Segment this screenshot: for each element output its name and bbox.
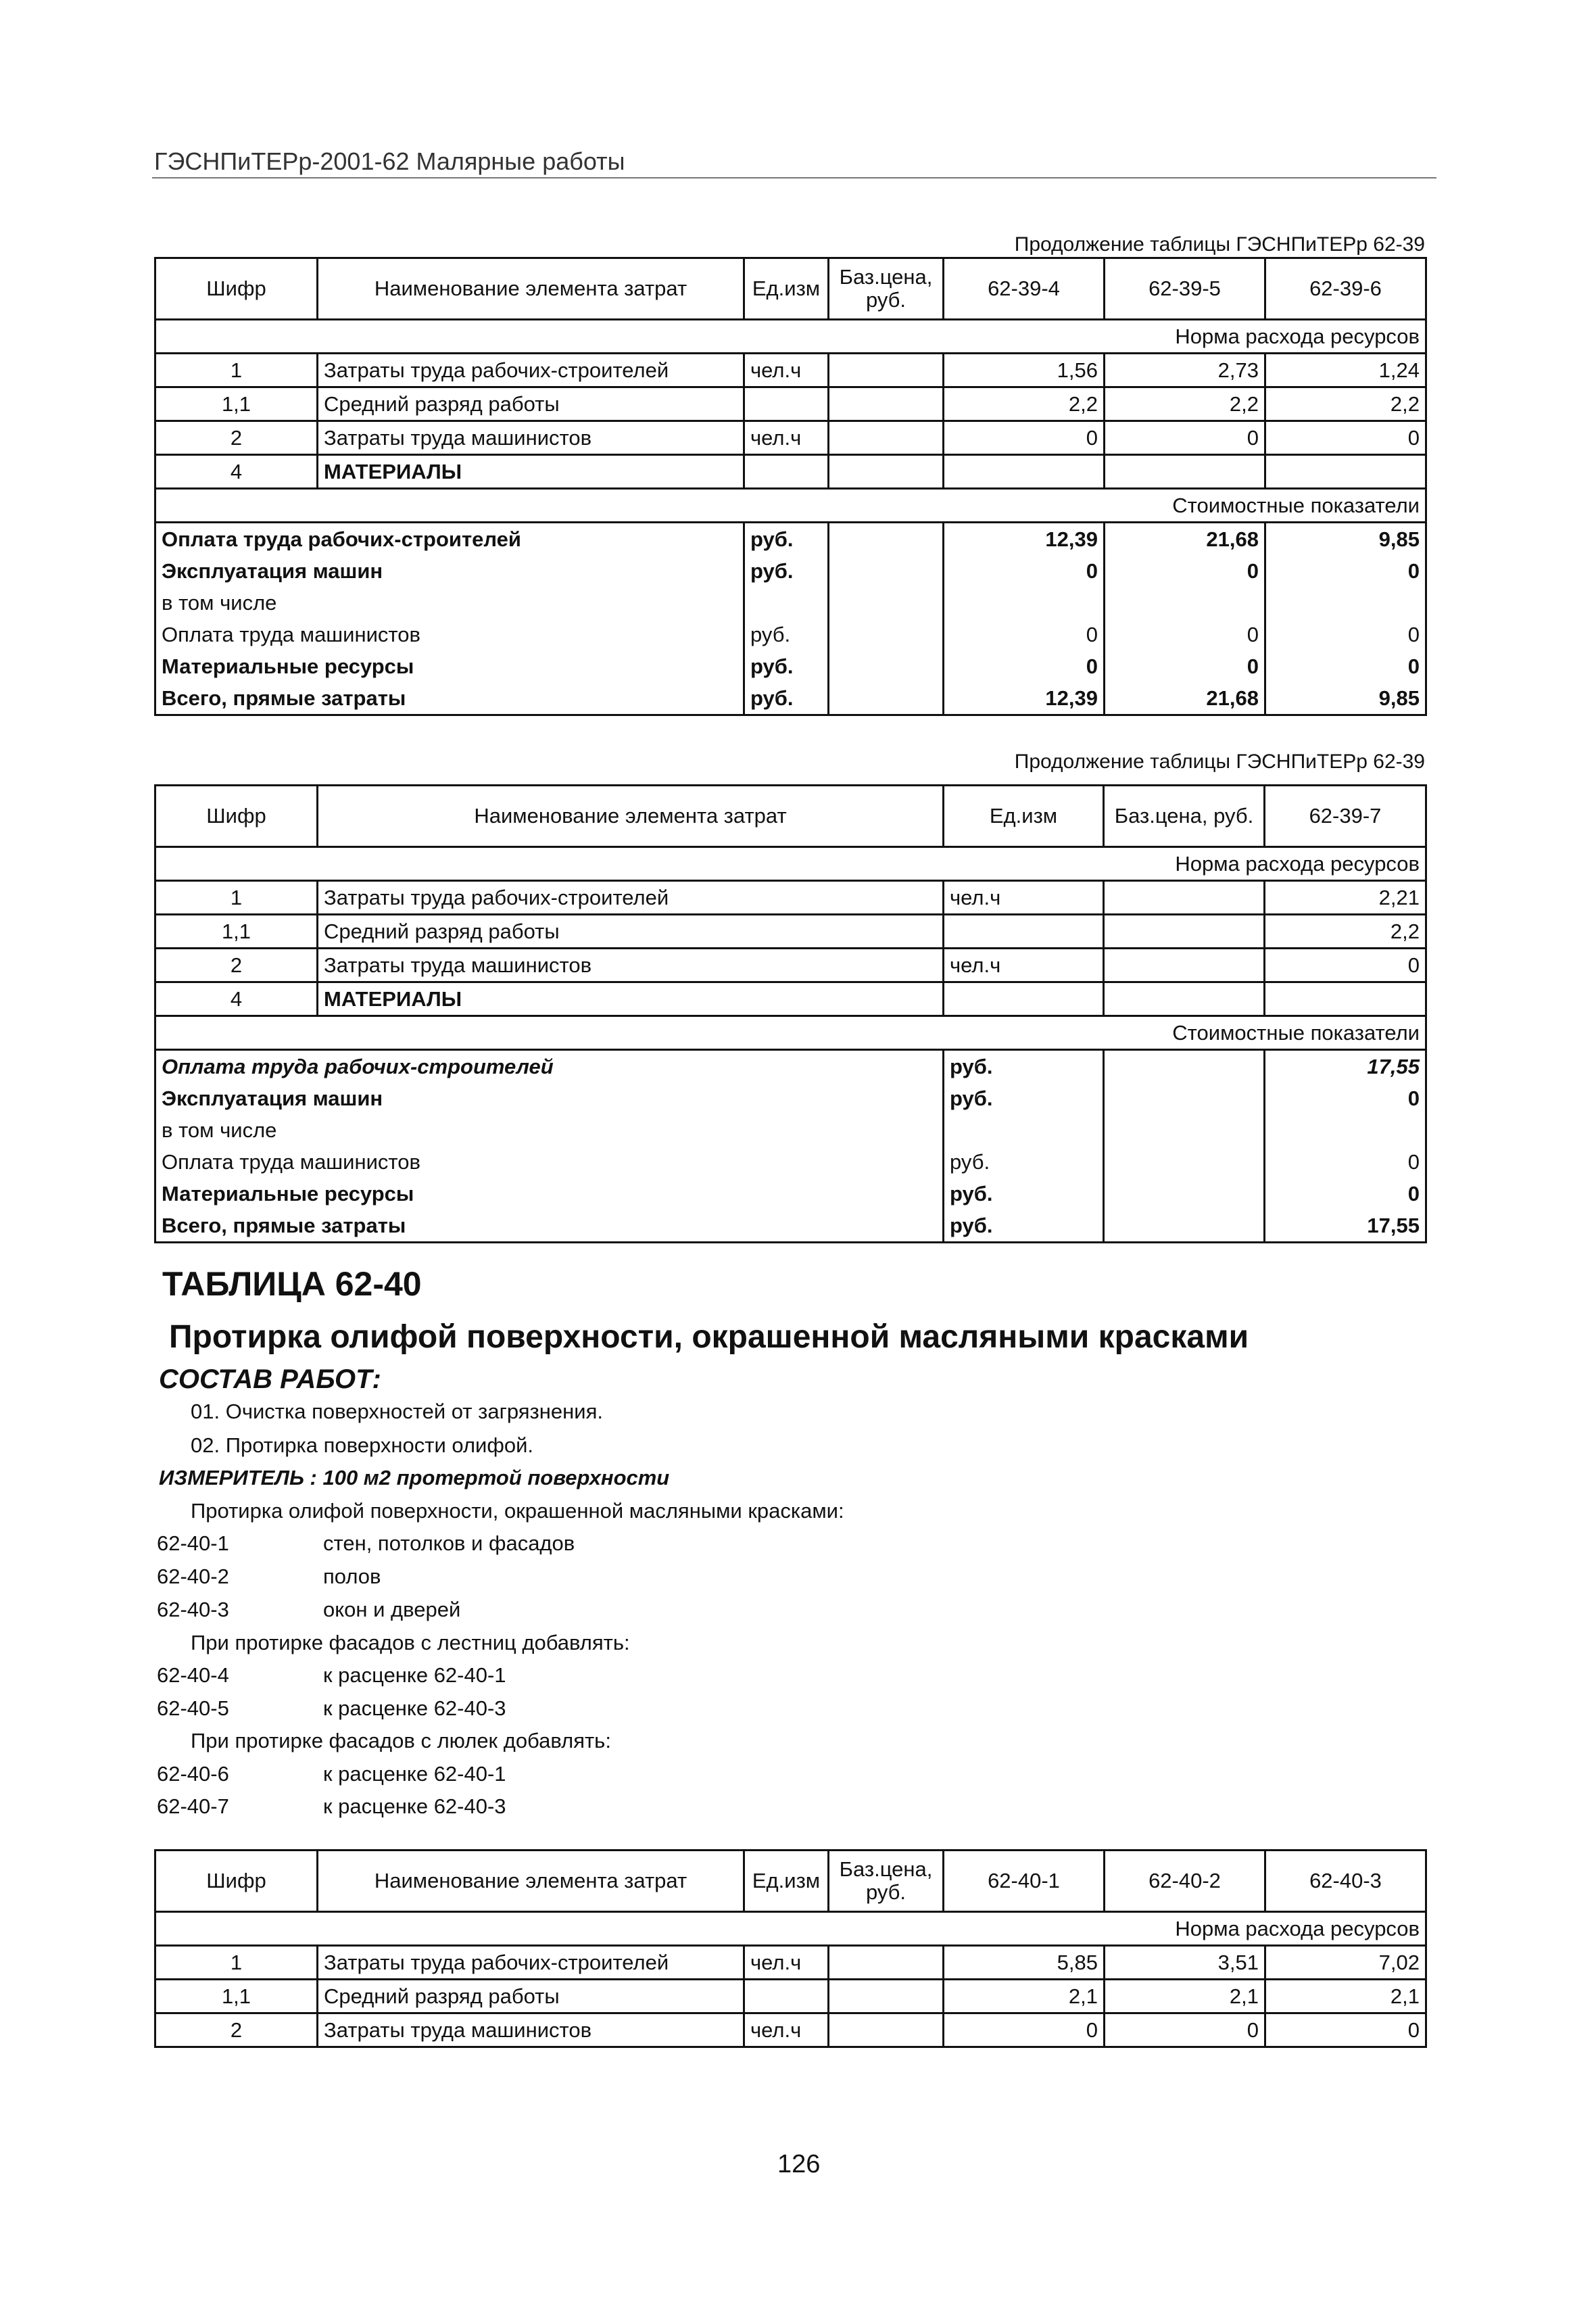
table-cell: 1 — [155, 354, 318, 387]
table-cell — [829, 387, 944, 421]
table-cell: 12,39 — [944, 523, 1105, 556]
table-cell: Затраты труда машинистов — [318, 421, 744, 455]
item-text: к расценке 62-40-1 — [323, 1762, 506, 1786]
table-cell: 0 — [1105, 555, 1265, 587]
table-cell: 0 — [1105, 421, 1265, 455]
item-text: окон и дверей — [323, 1598, 461, 1621]
table-cell — [829, 1946, 944, 1980]
table-cell: 0 — [1265, 2013, 1426, 2047]
table-cell — [829, 421, 944, 455]
table-cell: 2,2 — [944, 387, 1105, 421]
running-header: ГЭСНПиТЕРр-2001-62 Малярные работы — [154, 147, 625, 175]
table-cell: Материальные ресурсы — [155, 1178, 944, 1210]
table-cell: 0 — [1265, 421, 1426, 455]
table-cell: Всего, прямые затраты — [155, 682, 744, 715]
table-cell: 1,56 — [944, 354, 1105, 387]
table-cell — [744, 587, 829, 619]
item-code: 62-40-1 — [157, 1531, 229, 1555]
table-cell: 2 — [155, 421, 318, 455]
table-cell: чел.ч — [744, 2013, 829, 2047]
t2-col-v1: 62-39-7 — [1265, 786, 1426, 847]
table-cell — [944, 455, 1105, 489]
table3 — [154, 1849, 1427, 2048]
table1 — [154, 257, 1427, 716]
table-cell: руб. — [744, 555, 829, 587]
table-cell — [1105, 455, 1265, 489]
table-cell: Затраты труда машинистов — [318, 949, 944, 982]
t1-col-v3: 62-39-6 — [1265, 258, 1426, 320]
t1-col-v1: 62-39-4 — [944, 258, 1105, 320]
t2-col-price: Баз.цена, руб. — [1104, 786, 1265, 847]
table-cell — [829, 2013, 944, 2047]
table-cell — [944, 1114, 1104, 1146]
t1-section-norma: Норма расхода ресурсов — [155, 320, 1426, 354]
table-cell: руб. — [944, 1146, 1104, 1178]
note-ladder: При протирке фасадов с лестниц добавлять: — [191, 1631, 630, 1654]
table-cell: 17,55 — [1265, 1210, 1426, 1243]
table-cell: руб. — [944, 1050, 1104, 1083]
t3-col-v2: 62-40-2 — [1105, 1851, 1265, 1912]
table-cell: в том числе — [155, 1114, 944, 1146]
table-cell: чел.ч — [744, 1946, 829, 1980]
t3-col-v3: 62-40-3 — [1265, 1851, 1426, 1912]
table-cell — [744, 387, 829, 421]
t1-col-price: Баз.цена, руб. — [829, 258, 944, 320]
table-cell: 0 — [944, 421, 1105, 455]
t2-section-cost: Стоимостные показатели — [155, 1016, 1426, 1050]
table-cell: 0 — [1265, 1082, 1426, 1114]
item-code: 62-40-3 — [157, 1598, 229, 1621]
table-cell — [829, 1980, 944, 2013]
table-cell: 0 — [1265, 1178, 1426, 1210]
table-cell — [829, 619, 944, 650]
table-cell: 9,85 — [1265, 682, 1426, 715]
table-cell: Оплата труда машинистов — [155, 619, 744, 650]
t3-col-unit: Ед.изм — [744, 1851, 829, 1912]
table-cell — [1104, 982, 1265, 1016]
t3-col-name: Наименование элемента затрат — [318, 1851, 744, 1912]
item-text: стен, потолков и фасадов — [323, 1531, 575, 1555]
table-cell: МАТЕРИАЛЫ — [318, 982, 944, 1016]
table-cell: 3,51 — [1105, 1946, 1265, 1980]
item-code: 62-40-4 — [157, 1663, 229, 1687]
table1-continuation: Продолжение таблицы ГЭСНПиТЕРр 62-39 — [1014, 233, 1425, 256]
t2-col-unit: Ед.изм — [944, 786, 1104, 847]
item-text: к расценке 62-40-1 — [323, 1663, 506, 1687]
t3-col-code: Шифр — [155, 1851, 318, 1912]
table-cell: 2,2 — [1265, 915, 1426, 949]
t1-col-name: Наименование элемента затрат — [318, 258, 744, 320]
t1-col-v2: 62-39-5 — [1105, 258, 1265, 320]
table-cell: Материальные ресурсы — [155, 650, 744, 682]
item-code: 62-40-2 — [157, 1565, 229, 1588]
step-1: 01. Очистка поверхностей от загрязнения. — [191, 1400, 603, 1423]
table-cell: 2,1 — [944, 1980, 1105, 2013]
table-cell — [829, 555, 944, 587]
table-cell: в том числе — [155, 587, 744, 619]
table-cell: Оплата труда рабочих-строителей — [155, 1050, 944, 1083]
table-cell: 21,68 — [1105, 682, 1265, 715]
table-cell: 2 — [155, 949, 318, 982]
t2-col-code: Шифр — [155, 786, 318, 847]
table-cell — [1104, 881, 1265, 915]
table-cell: 0 — [1265, 650, 1426, 682]
table-cell: 0 — [1105, 2013, 1265, 2047]
measure-label: ИЗМЕРИТЕЛЬ : 100 м2 протертой поверхности — [159, 1466, 670, 1489]
table-cell: Средний разряд работы — [318, 1980, 744, 2013]
table-cell — [1104, 1146, 1265, 1178]
table-cell — [1104, 1178, 1265, 1210]
table-cell: Всего, прямые затраты — [155, 1210, 944, 1243]
intro-text: Протирка олифой поверхности, окрашенной масляными красками: — [191, 1499, 844, 1523]
table-cell: 4 — [155, 455, 318, 489]
table-cell: 9,85 — [1265, 523, 1426, 556]
table-cell: Средний разряд работы — [318, 387, 744, 421]
table-cell: Затраты труда рабочих-строителей — [318, 1946, 744, 1980]
table-cell: 1,24 — [1265, 354, 1426, 387]
item-code: 62-40-7 — [157, 1794, 229, 1818]
table-cell: 12,39 — [944, 682, 1105, 715]
table-cell: Затраты труда рабочих-строителей — [318, 881, 944, 915]
table-cell: 0 — [1105, 650, 1265, 682]
table-cell: 0 — [944, 619, 1105, 650]
table-cell — [1104, 949, 1265, 982]
table-cell: руб. — [744, 682, 829, 715]
table-cell: 2,1 — [1265, 1980, 1426, 2013]
table-cell: 0 — [1265, 1146, 1426, 1178]
t3-col-v1: 62-40-1 — [944, 1851, 1105, 1912]
table-cell: Средний разряд работы — [318, 915, 944, 949]
table-cell: 0 — [1105, 619, 1265, 650]
table-cell — [829, 587, 944, 619]
table-cell — [1104, 915, 1265, 949]
table-cell — [1265, 1114, 1426, 1146]
table-cell: руб. — [744, 523, 829, 556]
table-cell — [1265, 587, 1426, 619]
table-subtitle: Протирка олифой поверхности, окрашенной масляными красками — [169, 1319, 1249, 1355]
table-cell: 5,85 — [944, 1946, 1105, 1980]
item-code: 62-40-6 — [157, 1762, 229, 1786]
table-cell — [829, 354, 944, 387]
table-cell: 0 — [944, 555, 1105, 587]
step-2: 02. Протирка поверхности олифой. — [191, 1433, 534, 1457]
table-cell — [1104, 1082, 1265, 1114]
table-cell: Эксплуатация машин — [155, 1082, 944, 1114]
t2-section-norma: Норма расхода ресурсов — [155, 847, 1426, 881]
t1-col-code: Шифр — [155, 258, 318, 320]
note-cradle: При протирке фасадов с люлек добавлять: — [191, 1729, 611, 1752]
table-cell: 0 — [1265, 555, 1426, 587]
table-cell — [944, 982, 1104, 1016]
table-cell: 1,1 — [155, 387, 318, 421]
table-cell — [1265, 455, 1426, 489]
table-cell: 0 — [1265, 949, 1426, 982]
table-cell: руб. — [744, 650, 829, 682]
table-cell: 0 — [944, 2013, 1105, 2047]
table-cell: руб. — [944, 1082, 1104, 1114]
table-cell: Эксплуатация машин — [155, 555, 744, 587]
item-text: к расценке 62-40-3 — [323, 1794, 506, 1818]
table-cell: Затраты труда машинистов — [318, 2013, 744, 2047]
item-text: полов — [323, 1565, 381, 1588]
table-cell: 17,55 — [1265, 1050, 1426, 1083]
item-text: к расценке 62-40-3 — [323, 1696, 506, 1720]
table-cell — [829, 650, 944, 682]
table-cell — [1104, 1050, 1265, 1083]
table-cell — [744, 455, 829, 489]
table-cell — [1105, 587, 1265, 619]
table-cell: 1,1 — [155, 1980, 318, 2013]
table-cell: Затраты труда рабочих-строителей — [318, 354, 744, 387]
table-cell: Оплата труда машинистов — [155, 1146, 944, 1178]
table-cell — [829, 455, 944, 489]
item-code: 62-40-5 — [157, 1696, 229, 1720]
table-cell: 2,2 — [1105, 387, 1265, 421]
table-cell: руб. — [944, 1178, 1104, 1210]
table-cell: 0 — [944, 650, 1105, 682]
table-title: ТАБЛИЦА 62-40 — [162, 1265, 422, 1303]
t1-col-unit: Ед.изм — [744, 258, 829, 320]
table-cell: 7,02 — [1265, 1946, 1426, 1980]
table-cell: чел.ч — [944, 881, 1104, 915]
table-cell: 1 — [155, 1946, 318, 1980]
table-cell: 0 — [1265, 619, 1426, 650]
table-cell: 4 — [155, 982, 318, 1016]
header-rule — [152, 177, 1436, 178]
table-cell: МАТЕРИАЛЫ — [318, 455, 744, 489]
table-cell: чел.ч — [744, 354, 829, 387]
table-cell: руб. — [944, 1210, 1104, 1243]
table-cell — [829, 682, 944, 715]
table-cell: Оплата труда рабочих-строителей — [155, 523, 744, 556]
table-cell — [1265, 982, 1426, 1016]
page-number: 126 — [777, 2150, 821, 2178]
table-cell — [744, 1980, 829, 2013]
table-cell: 2,21 — [1265, 881, 1426, 915]
table-cell: 21,68 — [1105, 523, 1265, 556]
table2-continuation: Продолжение таблицы ГЭСНПиТЕРр 62-39 — [1014, 750, 1425, 773]
table-cell — [829, 523, 944, 556]
table-cell: 2,1 — [1105, 1980, 1265, 2013]
table-cell — [944, 915, 1104, 949]
t2-col-name: Наименование элемента затрат — [318, 786, 944, 847]
table-cell — [1104, 1210, 1265, 1243]
t3-section-norma: Норма расхода ресурсов — [155, 1912, 1426, 1946]
table-cell: 2,2 — [1265, 387, 1426, 421]
t3-col-price: Баз.цена, руб. — [829, 1851, 944, 1912]
table-cell: 1 — [155, 881, 318, 915]
table-cell: 2,73 — [1105, 354, 1265, 387]
table-cell: 1,1 — [155, 915, 318, 949]
t1-section-cost: Стоимостные показатели — [155, 489, 1426, 523]
table-cell: чел.ч — [744, 421, 829, 455]
table-cell: руб. — [744, 619, 829, 650]
table-cell: 2 — [155, 2013, 318, 2047]
table-cell: чел.ч — [944, 949, 1104, 982]
sostav-label: СОСТАВ РАБОТ: — [159, 1364, 381, 1394]
table-cell — [1104, 1114, 1265, 1146]
table2 — [154, 784, 1427, 1243]
table-cell — [944, 587, 1105, 619]
